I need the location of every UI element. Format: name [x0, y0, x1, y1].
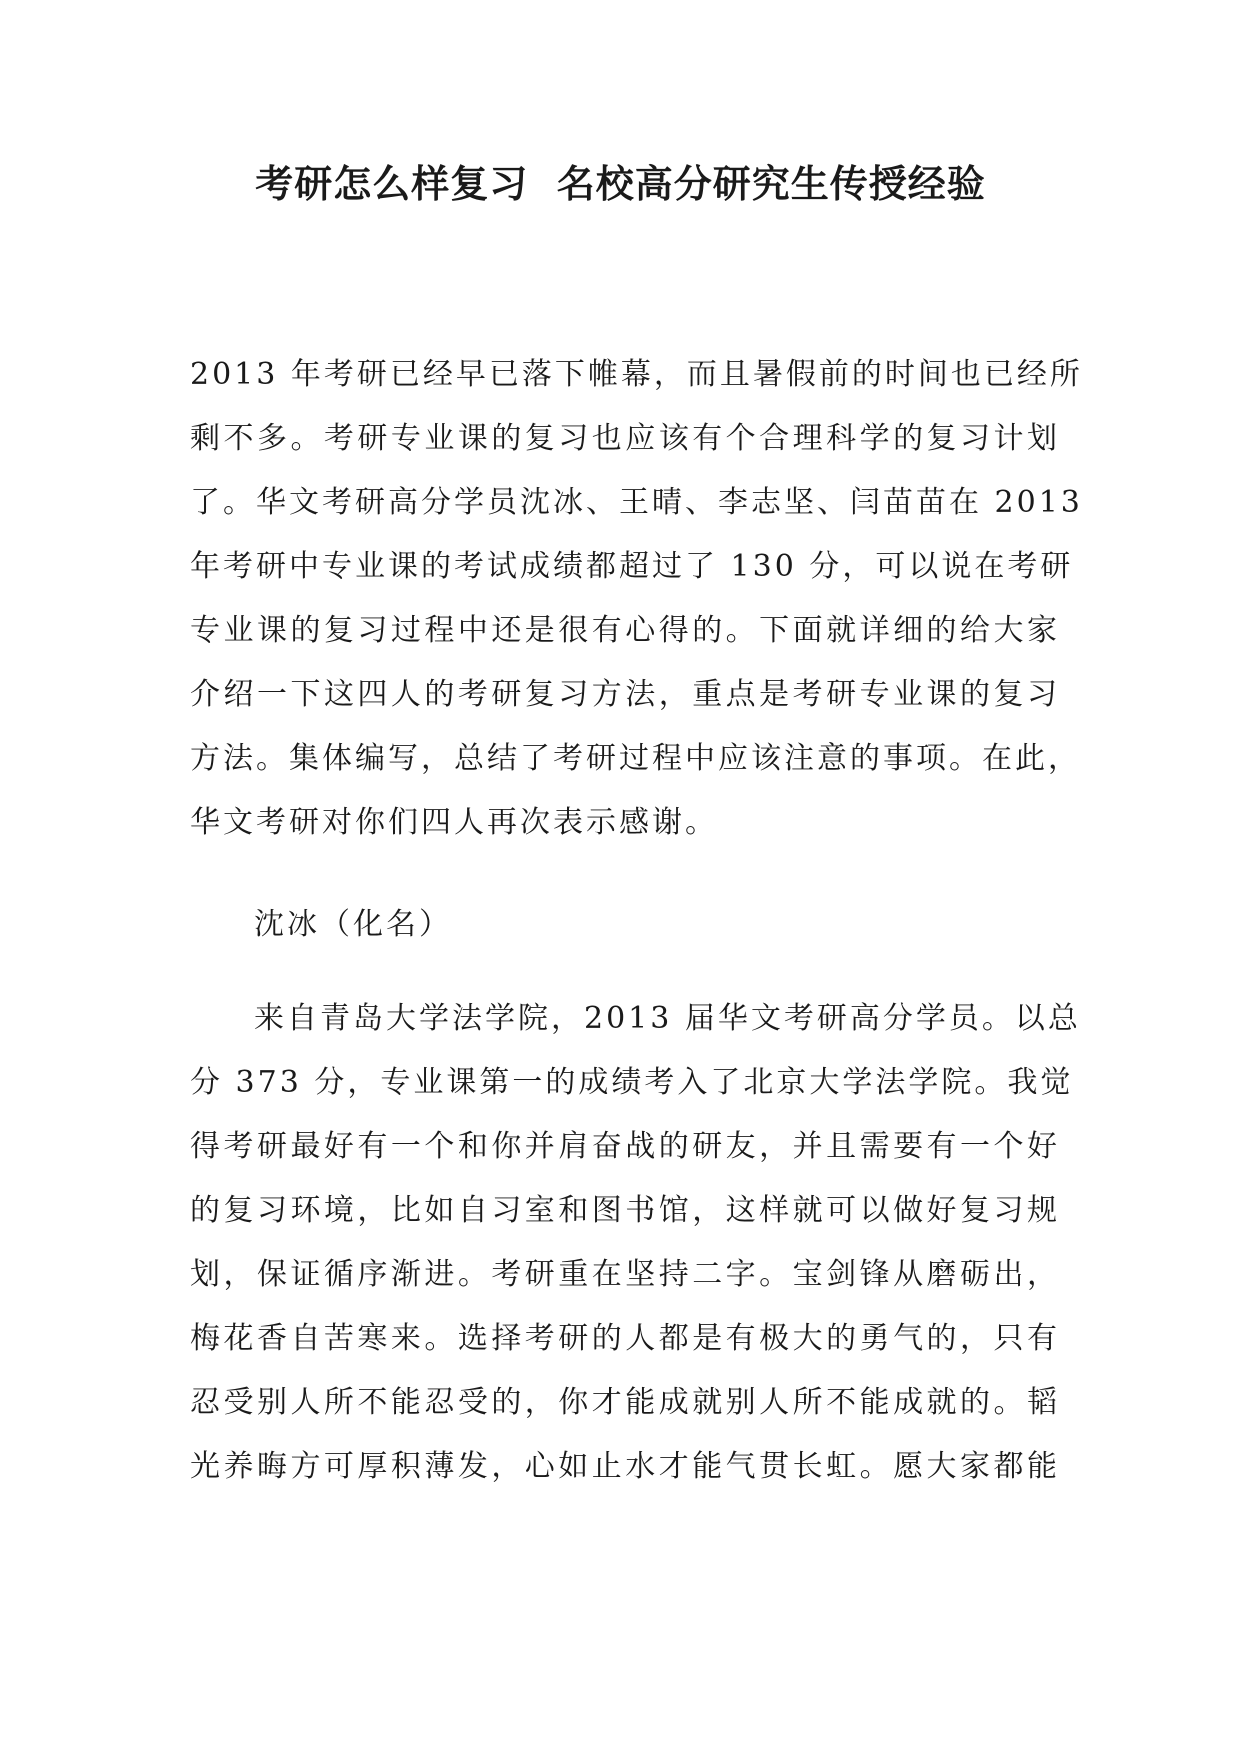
paragraph-line: 剩不多。考研专业课的复习也应该有个合理科学的复习计划	[190, 421, 1060, 456]
intro-paragraph	[190, 343, 1083, 855]
paragraph-line: 分 373 分，专业课第一的成绩考入了北京大学法学院。我觉	[190, 1065, 1074, 1100]
paragraph-line: 划，保证循序渐进。考研重在坚持二字。宝剑锋从磨砺出，	[190, 1257, 1060, 1292]
paragraph-line: 专业课的复习过程中还是很有心得的。下面就详细的给大家	[190, 613, 1060, 648]
paragraph-line: 忍受别人所不能忍受的，你才能成就别人所不能成就的。韬	[190, 1385, 1060, 1420]
paragraph-line: 了。华文考研高分学员沈冰、王晴、李志坚、闫苗苗在 2013	[190, 485, 1083, 520]
section-heading-paragraph	[190, 893, 1060, 957]
paragraph-line: 来自青岛大学法学院，2013 届华文考研高分学员。以总	[254, 1001, 1081, 1036]
paragraph-line: 介绍一下这四人的考研复习方法，重点是考研专业课的复习	[190, 677, 1060, 712]
paragraph-line: 2013 年考研已经早已落下帷幕，而且暑假前的时间也已经所	[190, 357, 1083, 392]
section-heading: 沈冰（化名）	[254, 907, 452, 942]
profile-paragraph	[190, 987, 1081, 1499]
paragraph-line: 的复习环境，比如自习室和图书馆，这样就可以做好复习规	[190, 1193, 1060, 1228]
paragraph-line: 梅花香自苦寒来。选择考研的人都是有极大的勇气的，只有	[190, 1321, 1060, 1356]
paragraph-line: 得考研最好有一个和你并肩奋战的研友，并且需要有一个好	[190, 1129, 1060, 1164]
document-title: 考研怎么样复习 名校高分研究生传授经验	[255, 162, 986, 206]
paragraph-line: 年考研中专业课的考试成绩都超过了 130 分，可以说在考研	[190, 549, 1074, 584]
paragraph-line: 方法。集体编写，总结了考研过程中应该注意的事项。在此，	[190, 741, 1081, 776]
paragraph-line: 华文考研对你们四人再次表示感谢。	[190, 805, 718, 840]
paragraph-line: 光养晦方可厚积薄发，心如止水才能气贯长虹。愿大家都能	[190, 1449, 1060, 1484]
